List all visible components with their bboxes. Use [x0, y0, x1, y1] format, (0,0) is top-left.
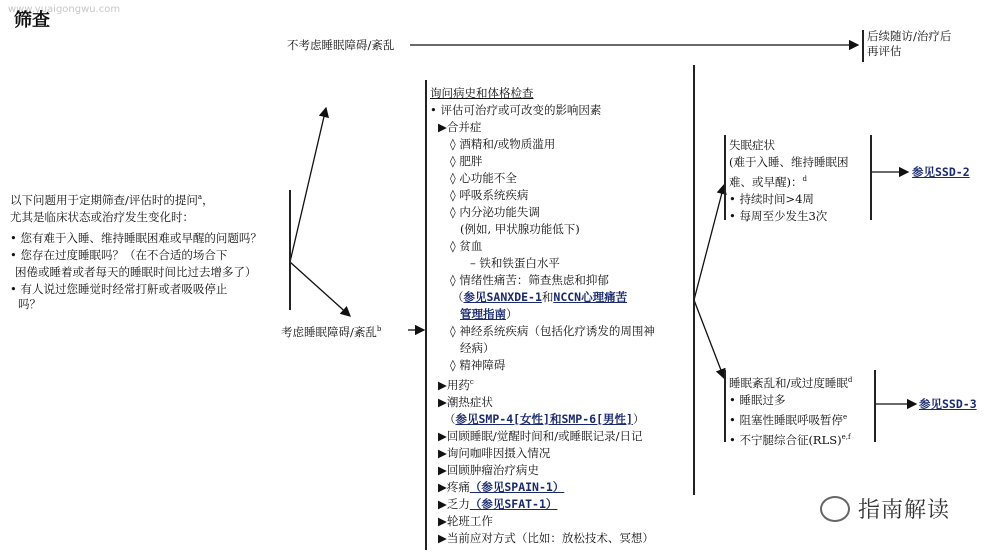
page-title: 筛查	[14, 10, 50, 31]
brand-watermark: 指南解读	[858, 498, 951, 523]
outcome-bar	[862, 30, 864, 62]
distress-links-cont: 管理指南）	[460, 307, 518, 321]
comorb-endocrine: ◊ 内分泌功能失调	[450, 205, 540, 219]
outcome-line2: 再评估	[867, 44, 902, 58]
link-nccn-distress-cont[interactable]: 管理指南	[460, 307, 506, 321]
disorder-bar-right	[874, 370, 876, 442]
history-exam-block	[430, 85, 655, 547]
hot-flashes: ▶潮热症状	[438, 394, 493, 409]
insomnia-duration: • 持续时间>4周	[729, 191, 814, 206]
hot-flashes-links: （参见SMP-4[女性]和SMP-6[男性]）	[444, 411, 645, 426]
history-bar-left	[425, 80, 427, 550]
fatigue: ▶乏力（参见SFAT-1）	[438, 496, 558, 511]
comorb-respiratory: ◊ 呼吸系统疾病	[450, 188, 529, 202]
disorder-block	[729, 372, 852, 448]
arrow-to-consider	[290, 262, 350, 316]
question-2-cont: 困倦或睡着或者每天的睡眠时间比过去增多了）	[15, 264, 257, 279]
questions-bar	[289, 190, 291, 310]
comorb-distress: ◊ 情绪性痛苦：筛查焦虑和抑郁	[450, 273, 609, 287]
not-consider-label: 不考虑睡眠障碍/紊乱	[287, 38, 395, 52]
arrow-to-disorder	[694, 300, 724, 378]
comorb-neuro-cont: 经病）	[460, 341, 495, 355]
intro-line1: 以下问题用于定期筛查/评估时的提问$^a$，	[10, 192, 214, 207]
comorb-alcohol: ◊ 酒精和/或物质滥用	[450, 137, 556, 151]
comorbidities: ▶合并症	[438, 120, 482, 134]
screening-questions	[10, 189, 262, 310]
caffeine: ▶询问咖啡因摄入情况	[438, 445, 551, 460]
comorb-iron: – 铁和铁蛋白水平	[470, 256, 560, 270]
insomnia-block	[729, 137, 849, 225]
assess-factors: • 评估可治疗或可改变的影响因素	[430, 103, 602, 117]
history-heading: 询问病史和体格检查	[430, 86, 534, 100]
disorder-hypersomnia: • 睡眠过多	[729, 392, 786, 407]
disorder-rls: • 不宁腿综合征(RLS)$^{e,f}$	[729, 432, 851, 447]
insomnia-bar	[724, 135, 726, 220]
insomnia-bar-right	[870, 135, 872, 220]
consider-label: 考虑睡眠障碍/紊乱$^b$	[281, 324, 382, 339]
coping: ▶当前应对方式（比如：放松技术、冥想）	[438, 530, 654, 545]
insomnia-desc1: (难于入睡、维持睡眠困	[729, 155, 849, 169]
url-watermark: www.yuaigongwu.com	[8, 4, 121, 15]
disorder-title: 睡眠紊乱和/或过度睡眠$^d$	[729, 375, 853, 390]
pain: ▶疼痛（参见SPAIN-1）	[438, 479, 565, 494]
link-smp[interactable]: 参见SMP-4[女性]和SMP-6[男性]	[455, 411, 633, 426]
medications: ▶用药$^c$	[438, 377, 474, 392]
question-3: • 有人说过您睡觉时经常打鼾或者吸吸停止	[10, 281, 228, 296]
link-sanxde-1[interactable]: 参见SANXDE-1	[463, 290, 542, 304]
comorb-obesity: ◊ 肥胖	[450, 154, 483, 168]
insomnia-title: 失眠症状	[729, 138, 775, 152]
outcome-line1: 后续随访/治疗后	[867, 29, 952, 43]
review-sleep: ▶回顾睡眠/觉醒时间和/或睡眠记录/日记	[438, 428, 643, 443]
insomnia-desc2: 难、或早醒)：$^d$	[729, 174, 807, 189]
comorb-psychiatric: ◊ 精神障碍	[450, 358, 506, 372]
shift-work: ▶轮班工作	[438, 513, 493, 528]
comorb-heart: ◊ 心功能不全	[450, 171, 517, 185]
history-bar-right	[693, 65, 695, 495]
link-ssd-3[interactable]: 参见SSD-3	[919, 397, 977, 411]
insomnia-frequency: • 每周至少发生3次	[729, 208, 828, 223]
link-ssd-2[interactable]: 参见SSD-2	[912, 165, 970, 179]
arrow-to-insomnia	[694, 185, 724, 300]
disorder-bar	[724, 370, 726, 442]
link-nccn-distress[interactable]: NCCN心理痛苦	[553, 290, 628, 304]
distress-links: （参见SANXDE-1和NCCN心理痛苦	[452, 290, 628, 304]
question-1: • 您有难于入睡、维持睡眠困难或早醒的问题吗？	[10, 230, 262, 245]
intro-line2: 尤其是临床状态或治疗发生变化时：	[10, 209, 194, 224]
comorb-neuro: ◊ 神经系统疾病（包括化疗诱发的周围神	[450, 324, 655, 338]
comorb-endocrine-example: (例如, 甲状腺功能低下)	[460, 222, 580, 236]
link-spain-1[interactable]: （参见SPAIN-1）	[469, 479, 565, 494]
question-2: • 您存在过度睡眠吗？（在不合适的场合下	[10, 247, 228, 262]
oncology-history: ▶回顾肿瘤治疗病史	[438, 462, 539, 477]
disorder-osa: • 阻塞性睡眠呼吸暂停$^e$	[729, 412, 848, 427]
comorb-anemia: ◊ 贫血	[450, 239, 483, 253]
arrow-to-not-consider	[290, 108, 326, 262]
question-3-cont: 吗？	[18, 296, 41, 311]
wechat-icon	[820, 496, 850, 522]
link-sfat-1[interactable]: （参见SFAT-1）	[469, 496, 558, 511]
